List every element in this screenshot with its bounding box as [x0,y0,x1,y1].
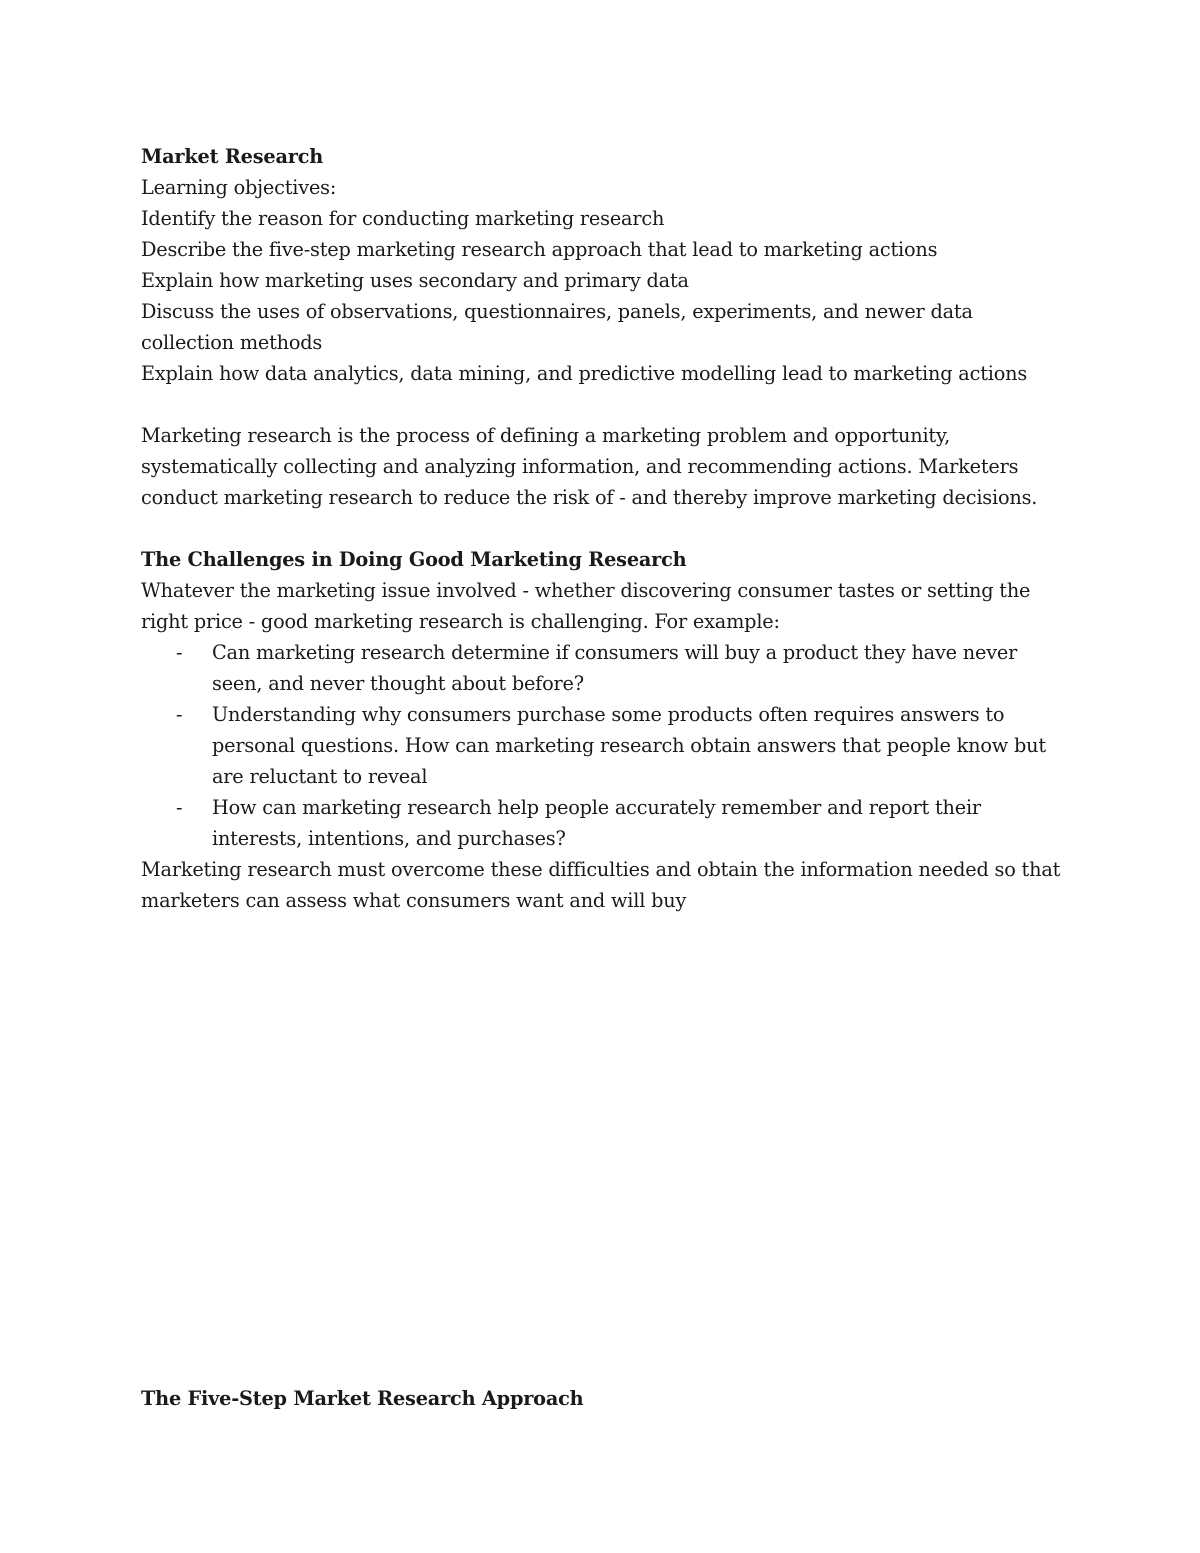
objective-item: Explain how marketing uses secondary and primary data [141,269,689,292]
definition-paragraph: Marketing research is the process of defining a marketing problem and opportunity, systematically collecting and analyzing information, and recommending actions. Marketers conduct marketing research to reduce the risk of - and thereby improve marketing decisions. [141,424,1038,509]
paragraph-spacer [141,513,1066,544]
challenges-intro: Whatever the marketing issue involved - whether discovering consumer tastes or setting the right price - good marketing research is challenging. For example: [141,579,1031,633]
bullet-dash: - [176,796,183,819]
document-title: Market Research [141,145,324,168]
bullet-dash: - [176,703,183,726]
objective-item: Identify the reason for conducting marketing research [141,207,665,230]
objectives-label: Learning objectives: [141,176,337,199]
list-item-text: Understanding why consumers purchase some products often requires answers to personal questions. How can marketing research obtain answers that people know but are reluctant to reveal [212,703,1046,788]
list-item [141,792,1066,854]
list-item-text: How can marketing research help people accurately remember and report their interests, intentions, and purchases? [212,796,981,850]
list-item-text: Can marketing research determine if consumers will buy a product they have never seen, and never thought about before? [212,641,1018,695]
challenges-conclusion: Marketing research must overcome these difficulties and obtain the information needed so that marketers can assess what consumers want and will buy [141,858,1061,912]
five-step-heading: The Five-Step Market Research Approach [141,1387,584,1410]
bullet-dash: - [176,641,183,664]
list-item [141,699,1066,792]
list-item [141,637,1066,699]
objective-item: Describe the five-step marketing research approach that lead to marketing actions [141,238,938,261]
paragraph-spacer [141,389,1066,420]
objective-item: Explain how data analytics, data mining, and predictive modelling lead to marketing actions [141,362,1028,385]
challenges-list [141,637,1066,854]
challenges-heading: The Challenges in Doing Good Marketing Research [141,548,687,571]
objective-item: Discuss the uses of observations, questionnaires, panels, experiments, and newer data collection methods [141,300,973,354]
document-body [141,141,1066,916]
